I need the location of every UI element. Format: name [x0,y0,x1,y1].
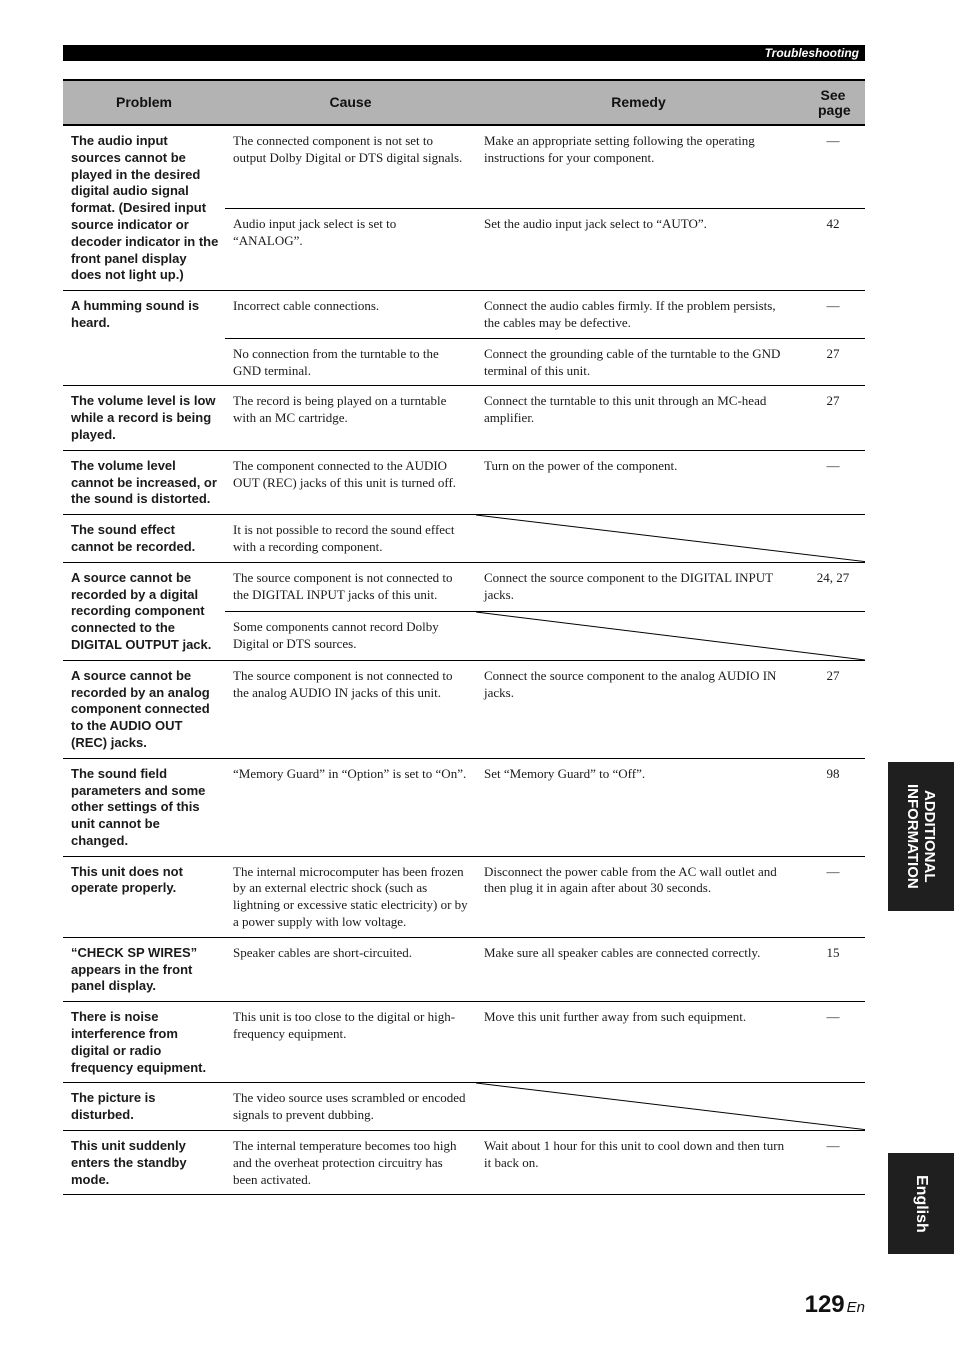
page-number [805,1291,865,1319]
cause-cell: The record is being played on a turntable with an MC cartridge. [225,386,476,450]
side-tab-label: ADDITIONAL INFORMATION [904,784,938,889]
cause-cell: The connected component is not set to output Dolby Digital or DTS digital signals. [225,125,476,208]
remedy-cell: Set “Memory Guard” to “Off”. [476,758,801,856]
not-applicable-cell [476,515,865,563]
see-page-cell: 27 [801,660,865,758]
cause-cell: This unit is too close to the digital or high-frequency equipment. [225,1002,476,1083]
diagonal-strike [476,515,865,562]
cause-cell: “Memory Guard” in “Option” is set to “On”. [225,758,476,856]
cause-cell: Incorrect cable connections. [225,291,476,339]
problem-cell: “CHECK SP WIRES” appears in the front panel display. [63,937,225,1001]
remedy-cell: Disconnect the power cable from the AC wall outlet and then plug it in again after about 30 seconds. [476,856,801,937]
see-page-cell: 42 [801,208,865,290]
remedy-cell: Turn on the power of the component. [476,450,801,514]
see-page-cell: 27 [801,386,865,450]
column-header-see-page: See page [801,80,865,125]
table-row [63,758,865,856]
table-row [63,660,865,758]
remedy-cell: Connect the grounding cable of the turntable to the GND terminal of this unit. [476,338,801,386]
see-page-cell: 24, 27 [801,562,865,611]
remedy-cell: Set the audio input jack select to “AUTO”. [476,208,801,290]
see-page-cell: 27 [801,338,865,386]
remedy-cell: Connect the audio cables firmly. If the problem persists, the cables may be defective. [476,291,801,339]
side-tab-english [888,1153,954,1254]
cause-cell: The internal microcomputer has been frozen by an external electric shock (such as lightning or excessive static electricity) or by a power supply with low voltage. [225,856,476,937]
remedy-cell: Wait about 1 hour for this unit to cool down and then turn it back on. [476,1131,801,1195]
section-title: Troubleshooting [764,46,859,60]
problem-cell: The audio input sources cannot be played in the desired digital audio signal format. (Desired input source indicator or decoder indicator in the front panel display does not light up.) [63,125,225,291]
column-header-remedy: Remedy [476,80,801,125]
table-row [63,1002,865,1083]
cause-cell: Audio input jack select is set to “ANALOG”. [225,208,476,290]
remedy-cell: Make an appropriate setting following the operating instructions for your component. [476,125,801,208]
column-header-cause: Cause [225,80,476,125]
problem-cell: A source cannot be recorded by an analog component connected to the AUDIO OUT (REC) jacks. [63,660,225,758]
diagonal-strike [476,1083,865,1130]
side-tab-additional-information [888,762,954,911]
page-number-value: 129 [804,1291,845,1318]
side-tab-label: English [913,1174,930,1233]
problem-cell: This unit suddenly enters the standby mode. [63,1131,225,1195]
problem-cell: There is noise interference from digital or radio frequency equipment. [63,1002,225,1083]
table-row [63,125,865,208]
cause-cell: The internal temperature becomes too high and the overheat protection circuitry has been activated. [225,1131,476,1195]
table-row [63,1083,865,1131]
cause-cell: The video source uses scrambled or encoded signals to prevent dubbing. [225,1083,476,1131]
see-page-cell: — [801,856,865,937]
cause-cell: The source component is not connected to the analog AUDIO IN jacks of this unit. [225,660,476,758]
see-page-cell: 98 [801,758,865,856]
see-page-cell: 15 [801,937,865,1001]
see-page-cell: — [801,125,865,208]
see-page-cell: — [801,1002,865,1083]
cause-cell: It is not possible to record the sound effect with a recording component. [225,515,476,563]
column-header-problem: Problem [63,80,225,125]
table-body [63,125,865,1195]
table-row [63,937,865,1001]
diagonal-strike [476,612,865,660]
remedy-cell: Move this unit further away from such equipment. [476,1002,801,1083]
table-row [63,291,865,339]
cause-cell: Some components cannot record Dolby Digital or DTS sources. [225,611,476,660]
table-row [63,386,865,450]
table-row [63,450,865,514]
problem-cell: A source cannot be recorded by a digital recording component connected to the DIGITAL OUTPUT jack. [63,562,225,660]
page-language-suffix: En [846,1299,865,1316]
cause-cell: Speaker cables are short-circuited. [225,937,476,1001]
table-row [63,515,865,563]
table-row [63,562,865,611]
troubleshooting-table [63,79,865,1195]
cause-cell: The source component is not connected to the DIGITAL INPUT jacks of this unit. [225,562,476,611]
problem-cell: The volume level is low while a record is being played. [63,386,225,450]
problem-cell: The sound effect cannot be recorded. [63,515,225,563]
table-row [63,1131,865,1195]
see-page-cell: — [801,291,865,339]
not-applicable-cell [476,611,865,660]
problem-cell: This unit does not operate properly. [63,856,225,937]
section-header-bar [63,45,865,61]
cause-cell: No connection from the turntable to the GND terminal. [225,338,476,386]
see-page-cell: — [801,1131,865,1195]
remedy-cell: Connect the turntable to this unit through an MC-head amplifier. [476,386,801,450]
remedy-cell: Connect the source component to the DIGITAL INPUT jacks. [476,562,801,611]
table-header-row [63,80,865,125]
not-applicable-cell [476,1083,865,1131]
problem-cell: The sound field parameters and some other settings of this unit cannot be changed. [63,758,225,856]
table-row [63,856,865,937]
problem-cell: A humming sound is heard. [63,291,225,386]
remedy-cell: Connect the source component to the analog AUDIO IN jacks. [476,660,801,758]
problem-cell: The volume level cannot be increased, or the sound is distorted. [63,450,225,514]
problem-cell: The picture is disturbed. [63,1083,225,1131]
cause-cell: The component connected to the AUDIO OUT (REC) jacks of this unit is turned off. [225,450,476,514]
see-page-cell: — [801,450,865,514]
remedy-cell: Make sure all speaker cables are connected correctly. [476,937,801,1001]
